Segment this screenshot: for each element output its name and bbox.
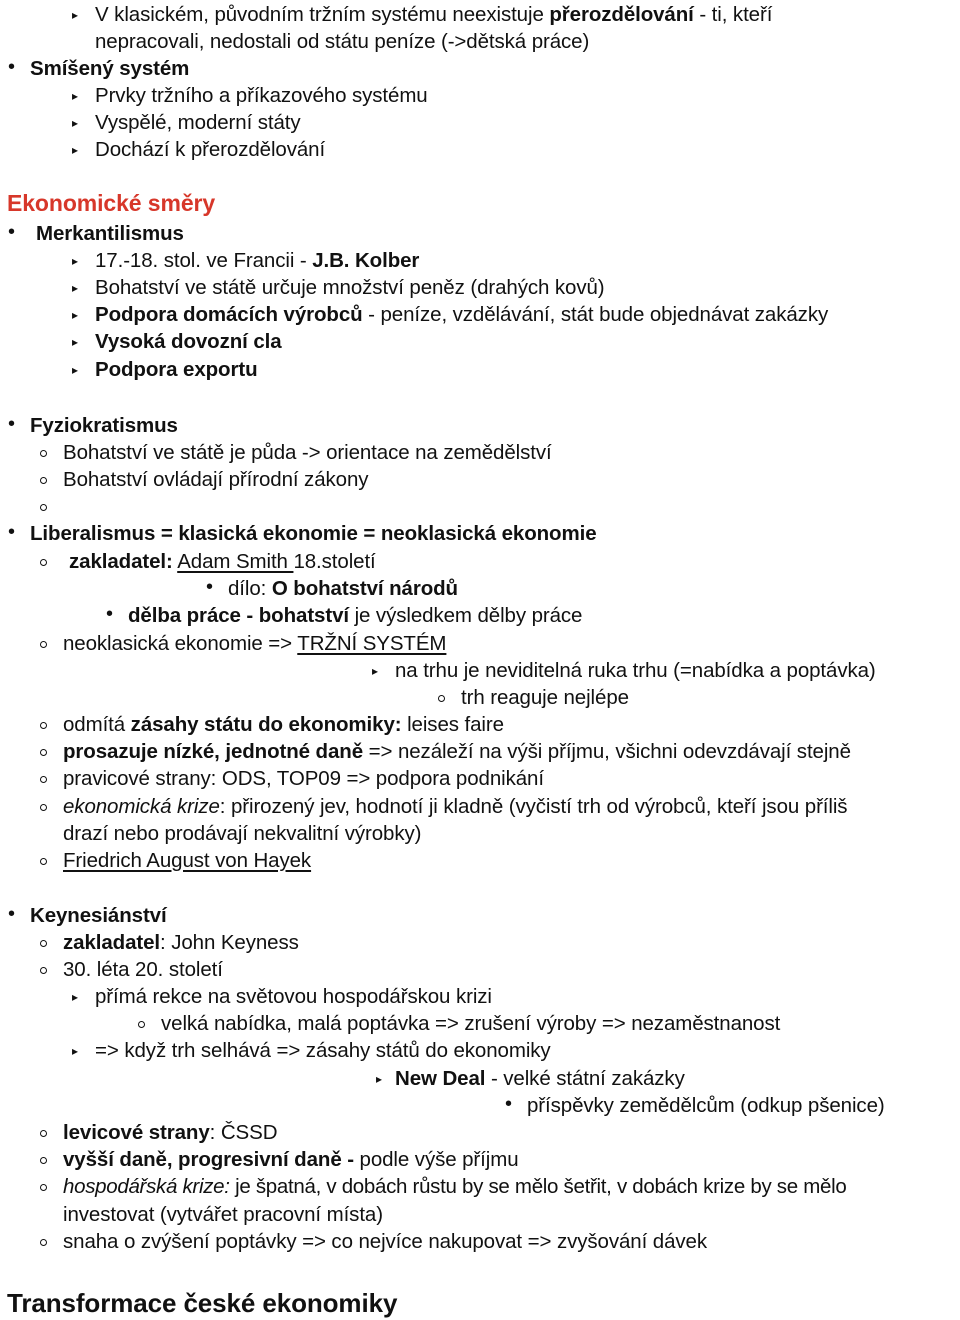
triangle-bullet-icon: ▸ bbox=[72, 254, 78, 268]
dot-bullet-icon: • bbox=[106, 603, 113, 625]
page-heading: Transformace české ekonomiky bbox=[7, 1288, 398, 1318]
dot-bullet-icon: • bbox=[206, 576, 213, 598]
circle-bullet-icon bbox=[138, 1021, 145, 1028]
section-heading: Ekonomické směry bbox=[7, 190, 216, 216]
circle-bullet-icon bbox=[40, 940, 47, 947]
triangle-bullet-icon: ▸ bbox=[72, 89, 78, 103]
circle-bullet-icon bbox=[40, 477, 47, 484]
circle-bullet-icon bbox=[40, 1239, 47, 1246]
triangle-bullet-icon: ▸ bbox=[376, 1072, 382, 1086]
link-text: Adam Smith bbox=[177, 550, 294, 573]
link-text: TRŽNÍ SYSTÉM bbox=[297, 632, 447, 655]
triangle-bullet-icon: ▸ bbox=[72, 116, 78, 130]
circle-bullet-icon bbox=[40, 1157, 47, 1164]
triangle-bullet-icon: ▸ bbox=[372, 664, 378, 678]
dot-bullet-icon: • bbox=[8, 221, 15, 243]
text: - ti, kteří bbox=[693, 3, 773, 26]
circle-bullet-icon bbox=[40, 1130, 47, 1137]
circle-bullet-icon bbox=[40, 967, 47, 974]
triangle-bullet-icon: ▸ bbox=[72, 8, 78, 22]
dot-bullet-icon: • bbox=[8, 56, 15, 78]
triangle-bullet-icon: ▸ bbox=[72, 990, 78, 1004]
text: V klasickém, původním tržním systému neexistuje bbox=[95, 3, 550, 26]
circle-bullet-icon bbox=[40, 776, 47, 783]
triangle-bullet-icon: ▸ bbox=[72, 1044, 78, 1058]
triangle-bullet-icon: ▸ bbox=[72, 281, 78, 295]
circle-bullet-icon bbox=[40, 804, 47, 811]
circle-bullet-icon bbox=[40, 722, 47, 729]
circle-bullet-icon bbox=[40, 1184, 47, 1191]
dot-bullet-icon: • bbox=[8, 521, 15, 543]
circle-bullet-icon bbox=[40, 641, 47, 648]
link-text: Friedrich August von Hayek bbox=[63, 849, 312, 872]
circle-bullet-icon bbox=[40, 504, 47, 511]
circle-bullet-icon bbox=[40, 858, 47, 865]
dot-bullet-icon: • bbox=[505, 1093, 512, 1115]
circle-bullet-icon bbox=[40, 450, 47, 457]
triangle-bullet-icon: ▸ bbox=[72, 308, 78, 322]
circle-bullet-icon bbox=[438, 695, 445, 702]
triangle-bullet-icon: ▸ bbox=[72, 363, 78, 377]
triangle-bullet-icon: ▸ bbox=[72, 335, 78, 349]
circle-bullet-icon bbox=[40, 559, 47, 566]
circle-bullet-icon bbox=[40, 749, 47, 756]
dot-bullet-icon: • bbox=[8, 903, 15, 925]
dot-bullet-icon: • bbox=[8, 413, 15, 435]
bold-text: přerozdělování bbox=[549, 3, 694, 26]
triangle-bullet-icon: ▸ bbox=[72, 143, 78, 157]
